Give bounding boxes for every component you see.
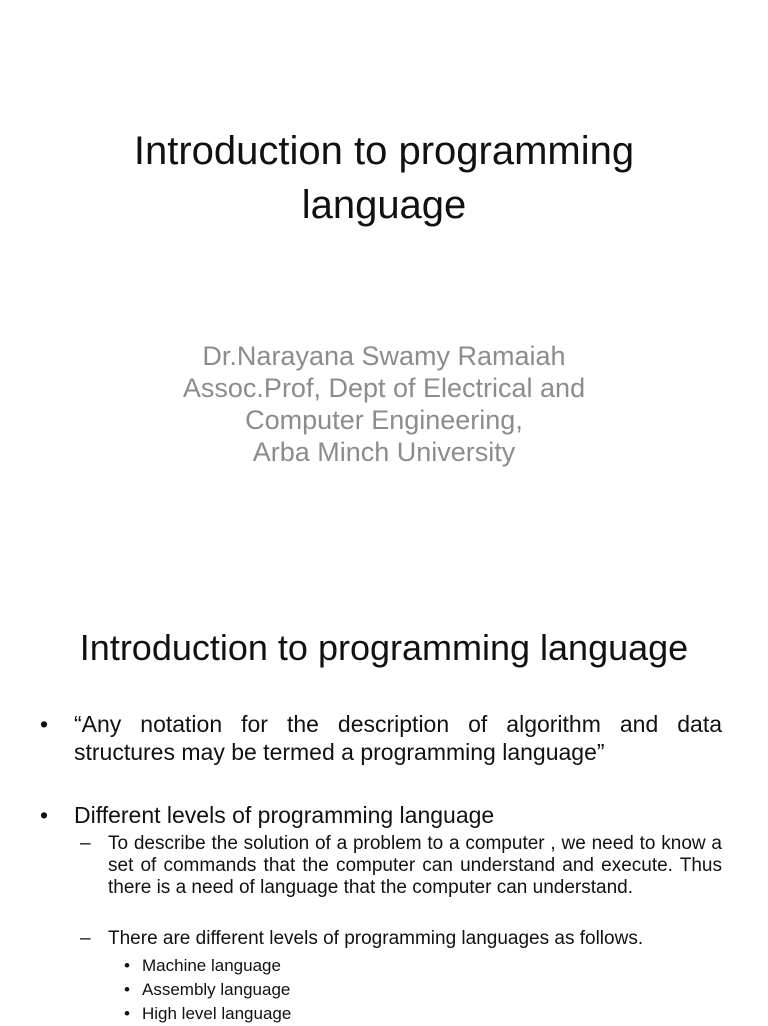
dash-icon: –	[80, 928, 91, 949]
content-slide	[0, 576, 768, 1024]
bullet-icon: •	[40, 711, 49, 737]
author-info	[0, 340, 768, 468]
dash-icon: –	[80, 833, 91, 854]
author-position: Assoc.Prof, Dept of Electrical and	[182, 373, 586, 403]
author-department: Computer Engineering,	[245, 405, 523, 435]
level-item-assembly	[124, 978, 722, 1002]
bullet-icon: •	[124, 1004, 130, 1023]
quote-text: “Any notation for the description of algorithm and data structures may be termed a programming language”	[74, 711, 722, 765]
bullet-quote	[40, 710, 722, 766]
level-item-machine	[124, 954, 722, 978]
level-item-high	[124, 1002, 722, 1026]
level-item-label: High level language	[142, 1004, 292, 1023]
bullet-levels	[40, 801, 722, 829]
author-university: Arba Minch University	[252, 437, 516, 467]
level-item-label: Machine language	[142, 956, 281, 975]
sub-bullet-levels-list	[80, 928, 722, 950]
slide-1-title: Introduction to programming language	[133, 129, 635, 227]
author-name: Dr.Narayana Swamy Ramaiah	[202, 341, 566, 371]
bullet-icon: •	[124, 956, 130, 975]
levels-text: Different levels of programming language	[74, 802, 495, 828]
bullet-icon: •	[40, 802, 49, 828]
levels-list-text: There are different levels of programming languages as follows.	[108, 928, 644, 949]
level-item-label: Assembly language	[142, 980, 291, 999]
sub-bullet-describe	[80, 833, 722, 899]
slide-2-title: Introduction to programming language	[79, 627, 689, 668]
bullet-icon: •	[124, 980, 130, 999]
describe-text: To describe the solution of a problem to a computer , we need to know a set of commands that the computer can understand and execute. Thus there is a need of language that the computer can understand.	[108, 833, 722, 898]
